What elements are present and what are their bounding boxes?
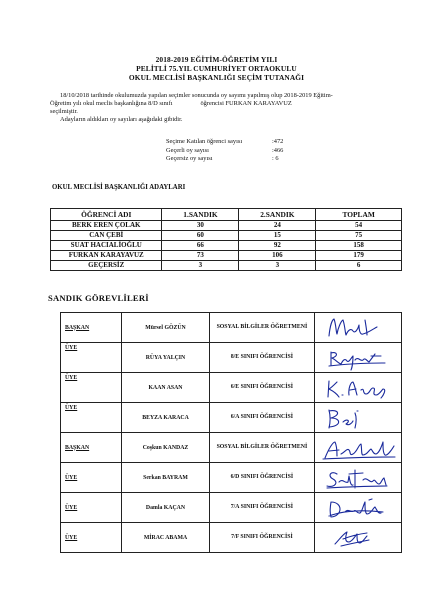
official-name: Coşkun KANDAZ (122, 433, 210, 463)
table-row (51, 251, 402, 261)
stat-label: Geçersiz oy sayısı (166, 155, 213, 163)
stat-row (166, 138, 302, 147)
official-name: MİRAC ABAMA (122, 523, 210, 553)
intro-line-4: Adayların aldıkları oy sayıları aşağıdaki gibidir. (60, 116, 183, 123)
official-duty: 6/E SINIFI ÖĞRENCİSİ (209, 373, 314, 403)
official-duty: 8/E SINIFI ÖĞRENCİSİ (209, 343, 314, 373)
intro-paragraph (50, 92, 390, 124)
official-name: Serkan BAYRAM (122, 463, 210, 493)
intro-line-2a: Öğretim yılı okul meclis başkanlığına 8/D sınıfı (50, 100, 173, 107)
stat-value: : 6 (272, 155, 279, 163)
signature-cell (314, 373, 401, 403)
signature-image (315, 434, 401, 462)
official-duty: SOSYAL BİLGİLER ÖĞRETMENİ (209, 313, 314, 343)
official-role: ÜYE (61, 403, 122, 433)
column-header: TOPLAM (316, 209, 402, 221)
table-cell: SUAT HACIALİOĞLU (51, 240, 162, 250)
signature-cell (314, 493, 401, 523)
document-header (0, 55, 433, 83)
table-row (51, 261, 402, 271)
official-name: BEYZA KARACA (122, 403, 210, 433)
official-duty: 6/D SINIFI ÖĞRENCİSİ (209, 463, 314, 493)
table-cell: 92 (239, 240, 316, 250)
table-row (61, 343, 402, 373)
table-row (61, 403, 402, 433)
stat-row (166, 147, 302, 156)
table-cell: FURKAN KARAYAVUZ (51, 251, 162, 261)
header-line-2: PELİTLİ 75.YIL CUMHURİYET ORTAOKULU (136, 64, 297, 74)
official-role: ÜYE (61, 493, 122, 523)
official-name: Mürsel GÖZÜN (122, 313, 210, 343)
table-cell: 6 (316, 261, 402, 271)
table-cell: 15 (239, 230, 316, 240)
table-cell: 179 (316, 251, 402, 261)
column-header: 1.SANDIK (162, 209, 239, 221)
header-line-3: OKUL MECLİSİ BAŞKANLIĞI SEÇİM TUTANAĞI (128, 73, 305, 83)
table-cell: 60 (162, 230, 239, 240)
table-cell: 54 (316, 220, 402, 230)
table-row (61, 493, 402, 523)
official-role: ÜYE (61, 343, 122, 373)
stat-value: :472 (272, 138, 284, 145)
table-cell: 3 (239, 261, 316, 271)
official-duty: 7/F SINIFI ÖĞRENCİSİ (209, 523, 314, 553)
official-role: ÜYE (61, 523, 122, 553)
stat-row (166, 155, 302, 164)
signature-image (315, 314, 401, 342)
signature-image (315, 344, 401, 372)
table-cell: 24 (239, 220, 316, 230)
signature-image (315, 464, 401, 492)
table-row (61, 373, 402, 403)
vote-statistics (166, 138, 302, 164)
table-row (51, 220, 402, 230)
table-cell: 30 (162, 220, 239, 230)
table-cell: GEÇERSİZ (51, 261, 162, 271)
signature-cell (314, 463, 401, 493)
table-row (61, 433, 402, 463)
candidates-table (50, 208, 402, 271)
signature-image (315, 404, 401, 432)
candidates-title: OKUL MECLİSİ BAŞKANLIĞI ADAYLARI (52, 184, 186, 191)
table-cell: BERK EREN ÇOLAK (51, 220, 162, 230)
table-row (61, 313, 402, 343)
official-role: ÜYE (61, 463, 122, 493)
signature-image (315, 524, 401, 552)
table-row (51, 230, 402, 240)
signature-cell (314, 403, 401, 433)
header-line-1: 2018-2019 EĞİTİM-ÖĞRETİM YILI (155, 55, 278, 64)
intro-line-2b: öğrencisi FURKAN KARAYAVUZ (200, 100, 292, 107)
column-header: 2.SANDIK (239, 209, 316, 221)
signature-image (315, 494, 401, 522)
table-cell: CAN ÇEBİ (51, 230, 162, 240)
official-role: ÜYE (61, 373, 122, 403)
ballot-officials-title: SANDIK GÖREVLİLERİ (48, 293, 149, 303)
table-cell: 106 (239, 251, 316, 261)
signature-cell (314, 523, 401, 553)
column-header: ÖĞRENCİ ADI (51, 209, 162, 221)
table-cell: 158 (316, 240, 402, 250)
ballot-officials-table (60, 312, 402, 553)
signature-cell (314, 433, 401, 463)
official-duty: 6/A SINIFI ÖĞRENCİSİ (209, 403, 314, 433)
intro-line-2 (50, 100, 390, 108)
stat-label: Geçerli oy sayısı (166, 146, 209, 154)
official-name: RÜYA YALÇIN (122, 343, 210, 373)
intro-line-3: seçilmiştir. (50, 108, 78, 115)
official-name: Damla KAÇAN (122, 493, 210, 523)
official-duty: SOSYAL BİLGİLER ÖĞRETMENİ (209, 433, 314, 463)
signature-image (315, 374, 401, 402)
signature-cell (314, 343, 401, 373)
official-role: BAŞKAN (61, 313, 122, 343)
table-row (51, 240, 402, 250)
official-name: KAAN ASAN (122, 373, 210, 403)
stat-value: :466 (272, 146, 284, 154)
table-row (61, 463, 402, 493)
intro-line-1: 18/10/2018 tarihinde okulumuzda yapılan seçimler sonucunda oy sayımı yapılmış olup 2018-2019 Eğitim- (60, 92, 333, 99)
table-row (61, 523, 402, 553)
table-cell: 66 (162, 240, 239, 250)
table-cell: 3 (162, 261, 239, 271)
official-role: BAŞKAN (61, 433, 122, 463)
signature-cell (314, 313, 401, 343)
stat-label: Seçime Katılan öğrenci sayısı (166, 138, 243, 145)
official-duty: 7/A SINIFI ÖĞRENCİSİ (209, 493, 314, 523)
table-header-row (51, 209, 402, 221)
table-cell: 73 (162, 251, 239, 261)
table-cell: 75 (316, 230, 402, 240)
